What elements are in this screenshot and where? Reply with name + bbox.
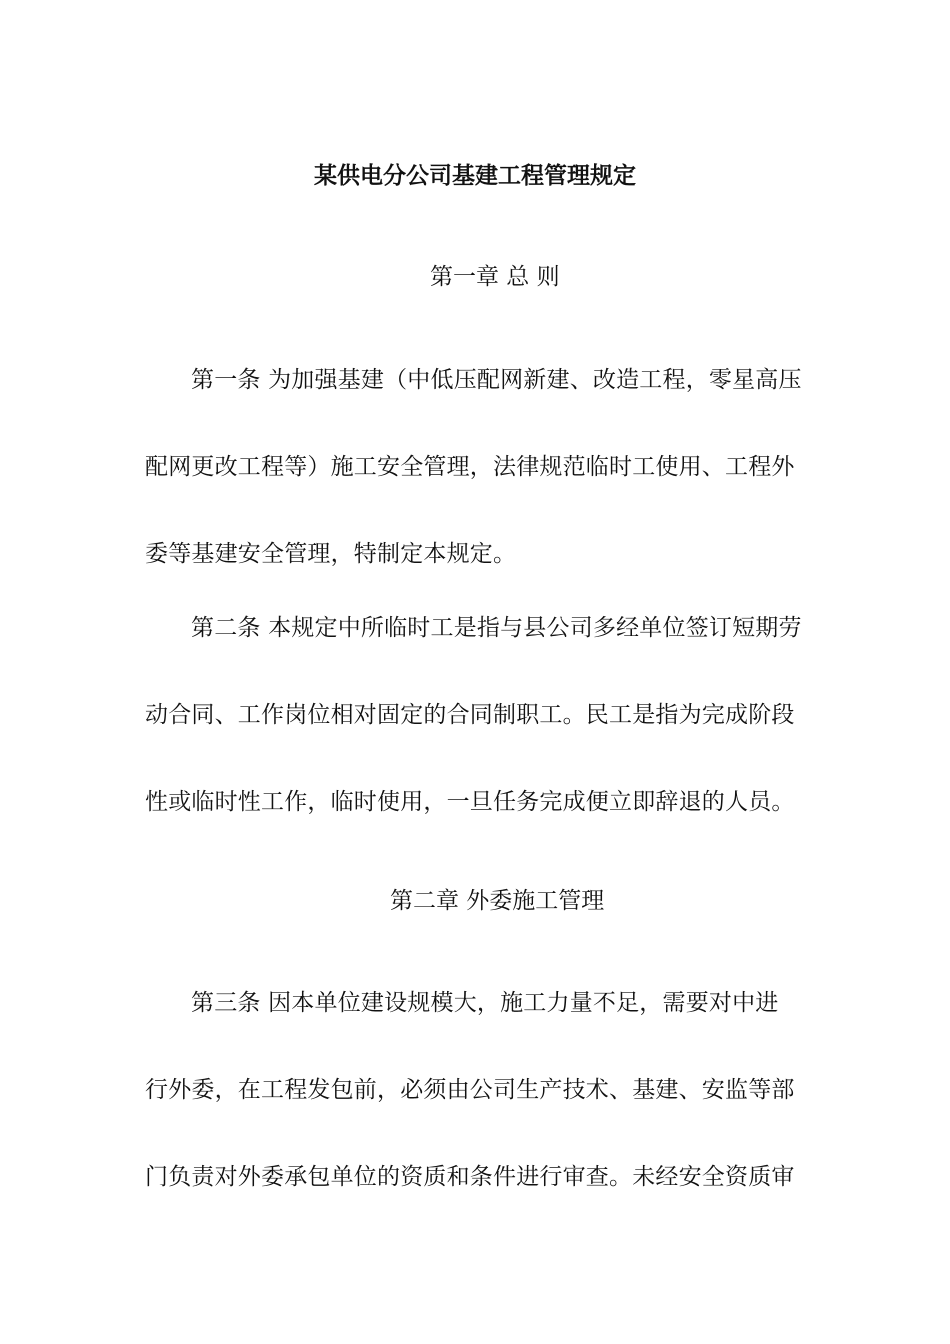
article-2-line-2: 动合同、工作岗位相对固定的合同制职工。民工是指为完成阶段 [145,702,795,728]
chapter-2-heading: 第二章 外委施工管理 [390,888,605,914]
chapter-1-heading: 第一章 总 则 [430,264,560,290]
article-3-line-3: 门负责对外委承包单位的资质和条件进行审查。未经安全资质审 [145,1164,795,1190]
article-1-line-3: 委等基建安全管理，特制定本规定。 [145,541,517,567]
article-1-line-2: 配网更改工程等）施工安全管理，法律规范临时工使用、工程外 [145,454,795,480]
article-2-line-3: 性或临时性工作，临时使用，一旦任务完成便立即辞退的人员。 [145,789,795,815]
article-3-line-2: 行外委，在工程发包前，必须由公司生产技术、基建、安监等部 [145,1077,795,1103]
article-2-line-1: 第二条 本规定中所临时工是指与县公司多经单位签订短期劳 [191,615,802,641]
article-1-line-1: 第一条 为加强基建（中低压配网新建、改造工程，零星高压 [191,367,802,393]
document-title: 某供电分公司基建工程管理规定 [314,163,636,189]
article-3-line-1: 第三条 因本单位建设规模大，施工力量不足，需要对中进 [191,990,779,1016]
